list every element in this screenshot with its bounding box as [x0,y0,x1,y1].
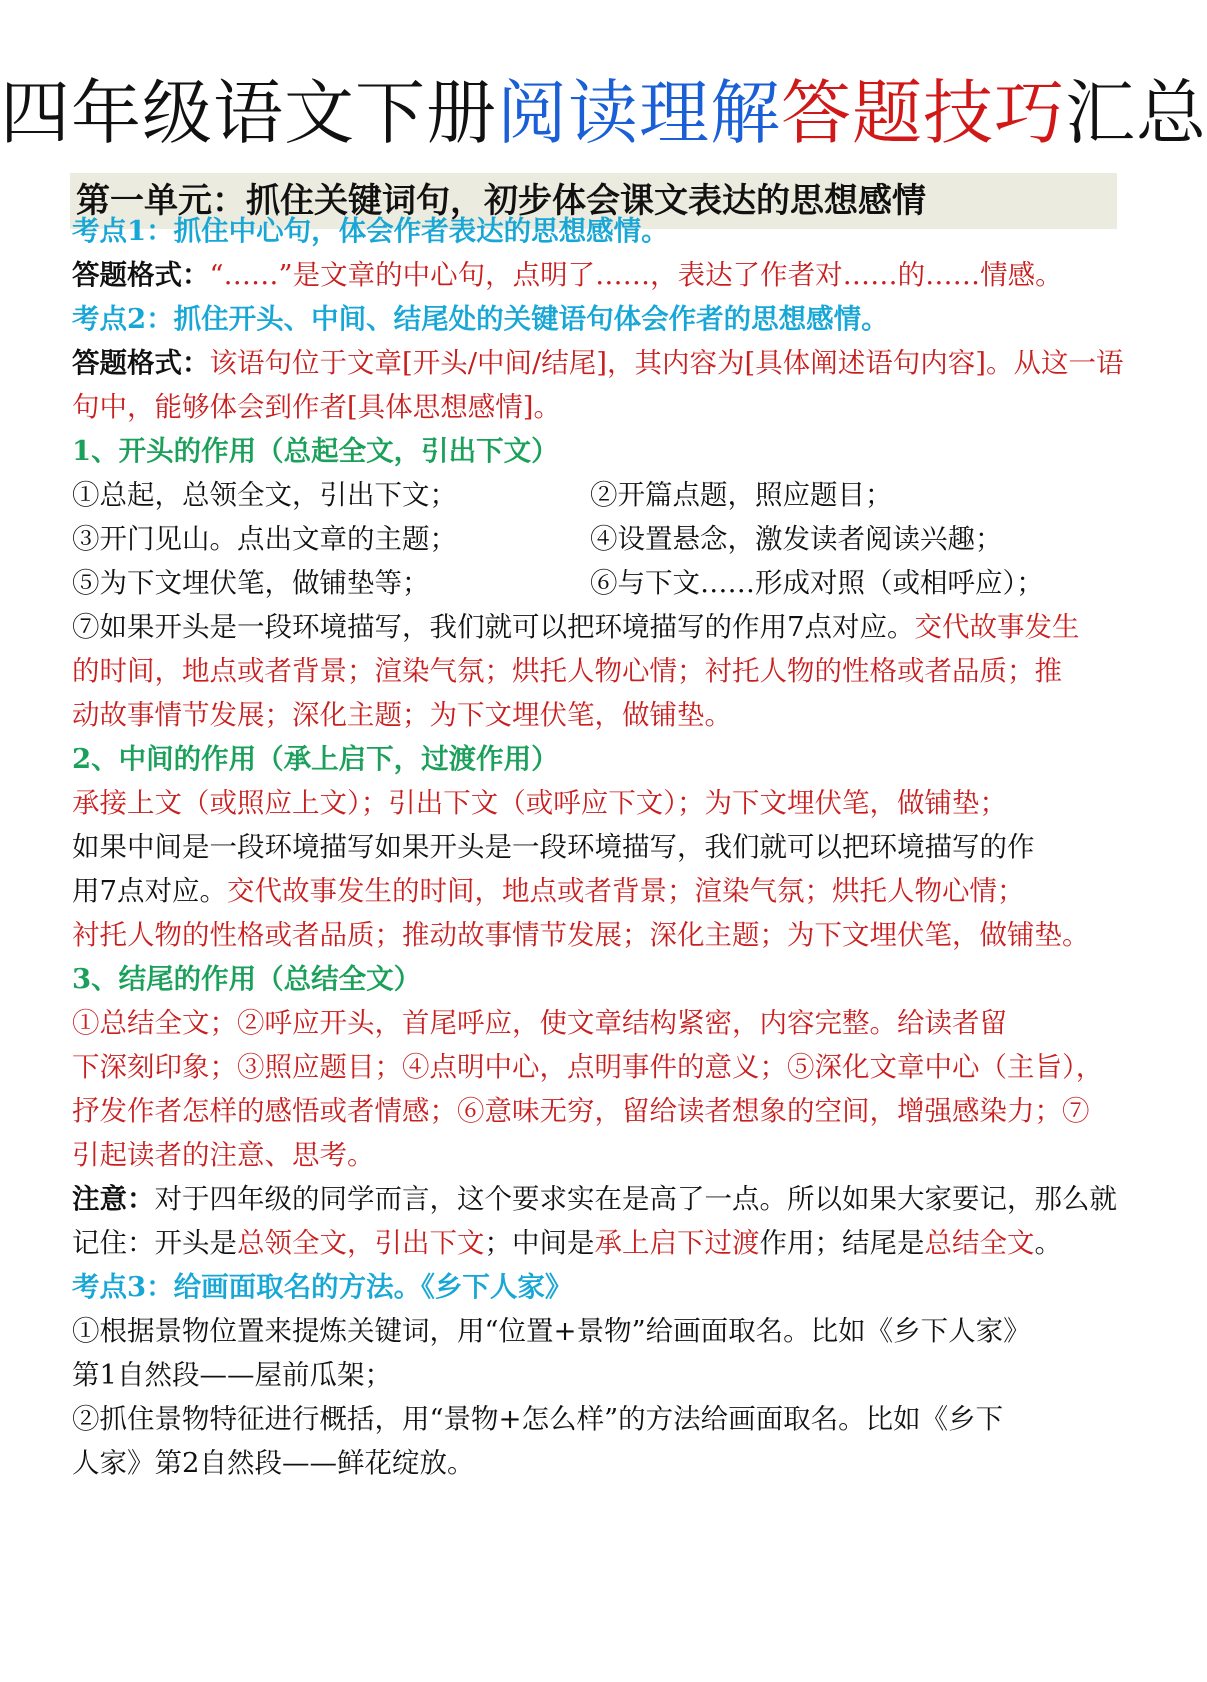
kaodian3-line: 人家》第2自然段——鲜花绽放。 [72,1447,475,1479]
title-part-black-1: 四年级语文下册 [0,72,497,154]
opening-item7-cont: 动故事情节发展；深化主题；为下文埋伏笔，做铺垫。 [72,699,732,731]
note-text: ；中间是 [484,1227,595,1259]
note-line [72,1179,1117,1219]
ending-line: 引起读者的注意、思考。 [72,1139,375,1171]
ending-line: 下深刻印象；③照应题目；④点明中心，点明事件的意义；⑤深化文章中心（主旨）， [72,1051,1104,1083]
ending-line: ①总结全文；②呼应开头，首尾呼应，使文章结构紧密，内容完整。给读者留 [72,1007,1007,1039]
title-part-black-2: 汇总 [1065,72,1207,154]
middle-line: 如果中间是一段环境描写如果开头是一段环境描写，我们就可以把环境描写的作 [72,831,1035,863]
item7-red: 交代故事发生 [914,611,1080,643]
note-text: 作用；结尾是 [759,1227,925,1259]
middle-line-red: 交代故事发生的时间，地点或者背景；渲染气氛；烘托人物心情； [227,875,1025,907]
kaodian2-format-cont: 句中，能够体会到作者[具体思想感情]。 [72,391,561,423]
middle-line: 衬托人物的性格或者品质；推动故事情节发展；深化主题；为下文埋伏笔，做铺垫。 [72,919,1090,951]
format-text: “……”是文章的中心句，点明了……，表达了作者对……的……情感。 [209,259,1063,291]
opening-row-2 [72,519,1003,559]
kaodian3-line: ①根据景物位置来提炼关键词，用“位置+景物”给画面取名。比如《乡下人家》 [72,1315,1031,1347]
opening-heading: 1、开头的作用（总起全文，引出下文） [72,435,559,467]
note-highlight: 总结全文 [924,1227,1035,1259]
ending-heading: 3、结尾的作用（总结全文） [72,963,422,995]
middle-line-black: 用7点对应。 [72,875,227,907]
note-text: 。 [1034,1227,1062,1259]
kaodian3-line: ②抓住景物特征进行概括，用“景物+怎么样”的方法给画面取名。比如《乡下 [72,1403,1004,1435]
item7-text: ⑦如果开头是一段环境描写，我们就可以把环境描写的作用7点对应。 [72,611,915,643]
kaodian2-heading: 考点2：抓住开头、中间、结尾处的关键语句体会作者的思想感情。 [72,303,889,335]
kaodian1-heading: 考点1：抓住中心句，体会作者表达的思想感情。 [72,215,669,247]
note-highlight: 总领全文，引出下文 [237,1227,485,1259]
opening-row-3 [72,563,1044,603]
note-highlight: 承上启下过渡 [594,1227,760,1259]
note-line [72,1223,1062,1263]
opening-row-1 [72,475,893,515]
format-label: 答题格式： [72,259,210,291]
format-label: 答题格式： [72,347,210,379]
kaodian1-format [72,255,1063,295]
note-text: 记住：开头是 [72,1227,237,1259]
kaodian3-heading: 考点3：给画面取名的方法。《乡下人家》 [72,1271,573,1303]
list-item: ①总起，总领全文，引出下文； [72,479,457,511]
opening-item7-cont: 的时间，地点或者背景；渲染气氛；烘托人物心情；衬托人物的性格或者品质；推 [72,655,1062,687]
title-part-red: 答题技巧 [781,72,1065,154]
list-item: ②开篇点题，照应题目； [590,479,893,511]
opening-item7 [72,607,1080,647]
list-item: ⑥与下文……形成对照（或相呼应）； [590,567,1044,599]
list-item: ⑤为下文埋伏笔，做铺垫等； [72,567,430,599]
kaodian3-line: 第1自然段——屋前瓜架； [72,1359,392,1391]
list-item: ③开门见山。点出文章的主题； [72,523,457,555]
section-heading: 第一单元：抓住关键词句，初步体会课文表达的思想感情 [76,181,926,221]
middle-line: 承接上文（或照应上文）；引出下文（或呼应下文）；为下文埋伏笔，做铺垫； [72,787,1007,819]
note-text: 对于四年级的同学而言，这个要求实在是高了一点。所以如果大家要记，那么就 [154,1183,1117,1215]
kaodian2-format [72,343,1123,383]
note-label: 注意： [72,1183,155,1215]
middle-line [72,871,1025,911]
title-part-blue: 阅读理解 [497,72,781,154]
page-title [0,68,1207,158]
list-item: ④设置悬念，激发读者阅读兴趣； [590,523,1003,555]
format-text: 该语句位于文章[开头/中间/结尾]，其内容为[具体阐述语句内容]。从这一语 [209,347,1124,379]
middle-heading: 2、中间的作用（承上启下，过渡作用） [72,743,559,775]
ending-line: 抒发作者怎样的感悟或者情感；⑥意味无穷，留给读者想象的空间，增强感染力；⑦ [72,1095,1090,1127]
